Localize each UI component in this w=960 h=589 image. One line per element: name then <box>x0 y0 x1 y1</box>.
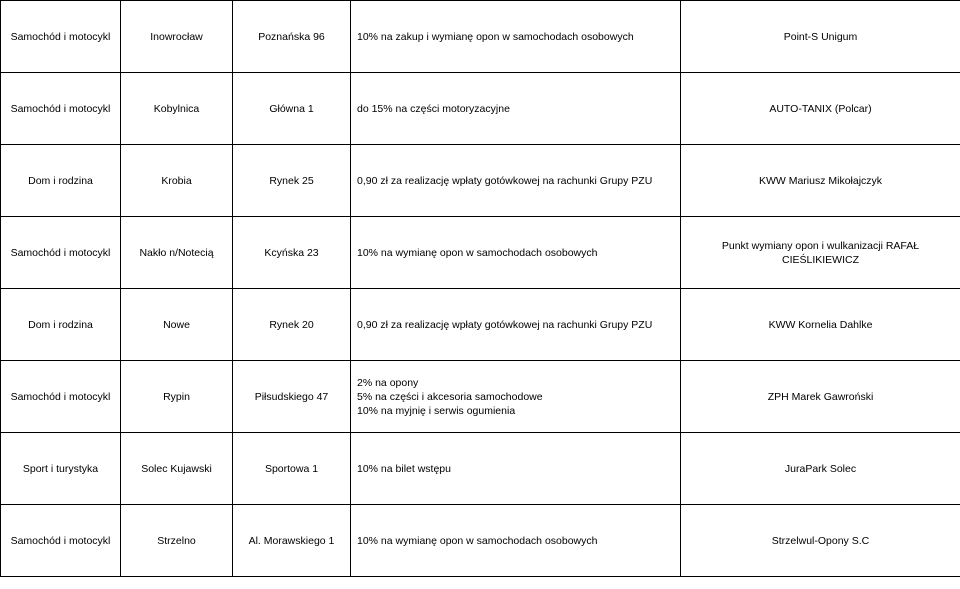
discount-line: 5% na części i akcesoria samochodowe <box>357 390 543 403</box>
discount-cell <box>351 217 681 289</box>
table-row <box>1 217 960 289</box>
table-row <box>1 361 960 433</box>
discount-line: 10% na wymianę opon w samochodach osobowych <box>357 534 598 547</box>
address-cell: Główna 1 <box>233 73 351 145</box>
city-cell: Strzelno <box>121 505 233 577</box>
partner-cell: ZPH Marek Gawroński <box>681 361 960 433</box>
discount-line: 10% na bilet wstępu <box>357 462 451 475</box>
address-cell: Piłsudskiego 47 <box>233 361 351 433</box>
category-cell: Dom i rodzina <box>1 289 121 361</box>
discount-cell <box>351 289 681 361</box>
partner-cell: Point-S Unigum <box>681 1 960 73</box>
discount-cell <box>351 505 681 577</box>
table-row <box>1 289 960 361</box>
discount-cell <box>351 73 681 145</box>
address-cell: Sportowa 1 <box>233 433 351 505</box>
city-cell: Solec Kujawski <box>121 433 233 505</box>
discount-cell <box>351 145 681 217</box>
table-row <box>1 505 960 577</box>
address-cell: Rynek 25 <box>233 145 351 217</box>
discount-line: do 15% na części motoryzacyjne <box>357 102 510 115</box>
category-cell: Samochód i motocykl <box>1 73 121 145</box>
city-cell: Kobylnica <box>121 73 233 145</box>
partner-cell: AUTO-TANIX (Polcar) <box>681 73 960 145</box>
city-cell: Nakło n/Notecią <box>121 217 233 289</box>
address-cell: Poznańska 96 <box>233 1 351 73</box>
category-cell: Samochód i motocykl <box>1 217 121 289</box>
discount-cell <box>351 433 681 505</box>
discount-line: 0,90 zł za realizację wpłaty gotówkowej na rachunki Grupy PZU <box>357 318 653 331</box>
partner-cell: Strzelwul-Opony S.C <box>681 505 960 577</box>
table-row <box>1 73 960 145</box>
category-cell: Sport i turystyka <box>1 433 121 505</box>
discount-line: 10% na myjnię i serwis ogumienia <box>357 404 516 417</box>
category-cell: Dom i rodzina <box>1 145 121 217</box>
city-cell: Inowrocław <box>121 1 233 73</box>
category-cell: Samochód i motocykl <box>1 505 121 577</box>
city-cell: Nowe <box>121 289 233 361</box>
table-body <box>1 1 960 577</box>
table-row <box>1 1 960 73</box>
discount-cell <box>351 361 681 433</box>
partner-cell: Punkt wymiany opon i wulkanizacji RAFAŁ CIEŚLIKIEWICZ <box>681 217 960 289</box>
discount-cell <box>351 1 681 73</box>
discount-line: 2% na opony <box>357 376 419 389</box>
discount-line: 0,90 zł za realizację wpłaty gotówkowej na rachunki Grupy PZU <box>357 174 653 187</box>
table-row <box>1 433 960 505</box>
address-cell: Al. Morawskiego 1 <box>233 505 351 577</box>
city-cell: Rypin <box>121 361 233 433</box>
discount-line: 10% na wymianę opon w samochodach osobowych <box>357 246 598 259</box>
address-cell: Kcyńska 23 <box>233 217 351 289</box>
category-cell: Samochód i motocykl <box>1 361 121 433</box>
category-cell: Samochód i motocykl <box>1 1 121 73</box>
address-cell: Rynek 20 <box>233 289 351 361</box>
partner-cell: JuraPark Solec <box>681 433 960 505</box>
partner-cell: KWW Kornelia Dahlke <box>681 289 960 361</box>
table-row <box>1 145 960 217</box>
partner-cell: KWW Mariusz Mikołajczyk <box>681 145 960 217</box>
discount-line: 10% na zakup i wymianę opon w samochodach osobowych <box>357 30 634 43</box>
city-cell: Krobia <box>121 145 233 217</box>
